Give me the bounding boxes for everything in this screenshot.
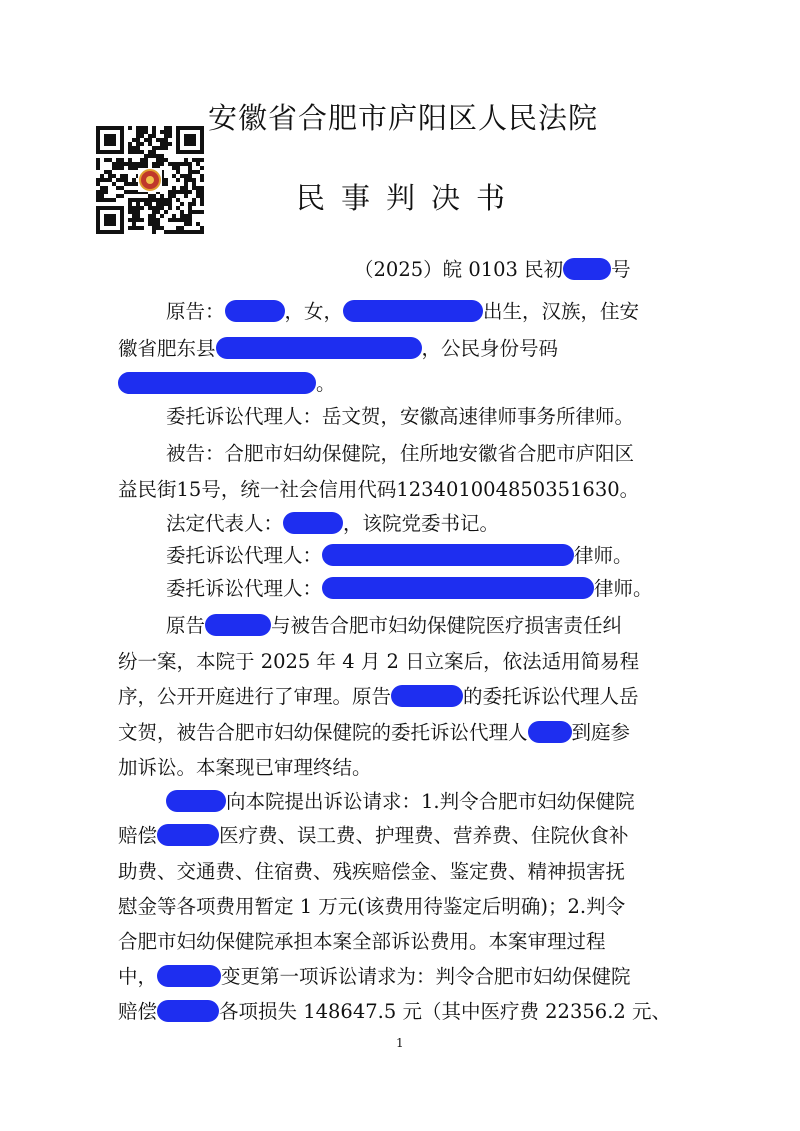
body-line: 文贺，被告合肥市妇幼保健院的委托诉讼代理人 到庭参: [118, 721, 631, 744]
redaction-mark: [322, 577, 594, 599]
body-line: 纷一案，本院于 2025 年 4 月 2 日立案后，依法适用简易程: [118, 650, 640, 673]
body-line: 合肥市妇幼保健院承担本案全部诉讼费用。本案审理过程: [118, 930, 606, 953]
defendant-line: 被告：合肥市妇幼保健院，住所地安徽省合肥市庐阳区: [166, 442, 635, 465]
redaction-mark: [322, 544, 574, 566]
redaction-mark: [343, 300, 483, 322]
redaction-mark: [205, 614, 271, 636]
redaction-mark: [157, 965, 221, 987]
redaction-mark: [563, 258, 611, 280]
legal-representative-line: 法定代表人： ，该院党委书记。: [166, 512, 500, 535]
body-line: 中， 变更第一项诉讼请求为：判令合肥市妇幼保健院: [118, 965, 631, 988]
body-line: 赔偿 各项损失 148647.5 元（其中医疗费 22356.2 元、: [118, 1000, 671, 1023]
plaintiff-line: 原告： ，女， 出生，汉族，住安: [166, 300, 640, 323]
redaction-mark: [225, 300, 285, 322]
plaintiff-agent-line: 委托诉讼代理人：岳文贺，安徽高速律师事务所律师。: [166, 405, 635, 428]
redaction-mark: [528, 721, 572, 743]
defendant-agent-line: 委托诉讼代理人： 律师。: [166, 577, 653, 600]
body-line: 徽省肥东县 ，公民身份号码: [118, 337, 559, 360]
case-number: （2025）皖 0103 民初 号: [354, 258, 631, 281]
defendant-agent-line: 委托诉讼代理人： 律师。: [166, 544, 633, 567]
redaction-mark: [157, 1000, 219, 1022]
body-line: 向本院提出诉讼请求：1.判令合肥市妇幼保健院: [166, 792, 635, 812]
body-line: 。: [118, 374, 336, 394]
body-line: 慰金等各项费用暂定 1 万元(该费用待鉴定后明确)；2.判令: [118, 895, 626, 918]
body-line: 助费、交通费、住宿费、残疾赔偿金、鉴定费、精神损害抚: [118, 860, 626, 883]
redaction-mark: [216, 337, 422, 359]
body-line: 益民街15号，统一社会信用代码123401004850351630。: [118, 478, 640, 501]
page-number: 1: [396, 1036, 404, 1050]
redaction-mark: [166, 790, 226, 812]
redaction-mark: [391, 685, 463, 707]
redaction-mark: [283, 512, 343, 534]
redaction-mark: [157, 824, 219, 846]
document-type: 民事判决书: [296, 181, 522, 215]
redaction-mark: [118, 372, 316, 394]
body-line: 加诉讼。本案现已审理终结。: [118, 756, 372, 779]
body-line: 赔偿 医疗费、误工费、护理费、营养费、住院伙食补: [118, 824, 629, 847]
qr-code-icon: [96, 126, 204, 234]
body-line: 原告 与被告合肥市妇幼保健院医疗损害责任纠: [166, 614, 623, 637]
body-line: 序，公开开庭进行了审理。原告 的委托诉讼代理人岳: [118, 685, 639, 708]
court-name: 安徽省合肥市庐阳区人民法院: [208, 101, 599, 135]
